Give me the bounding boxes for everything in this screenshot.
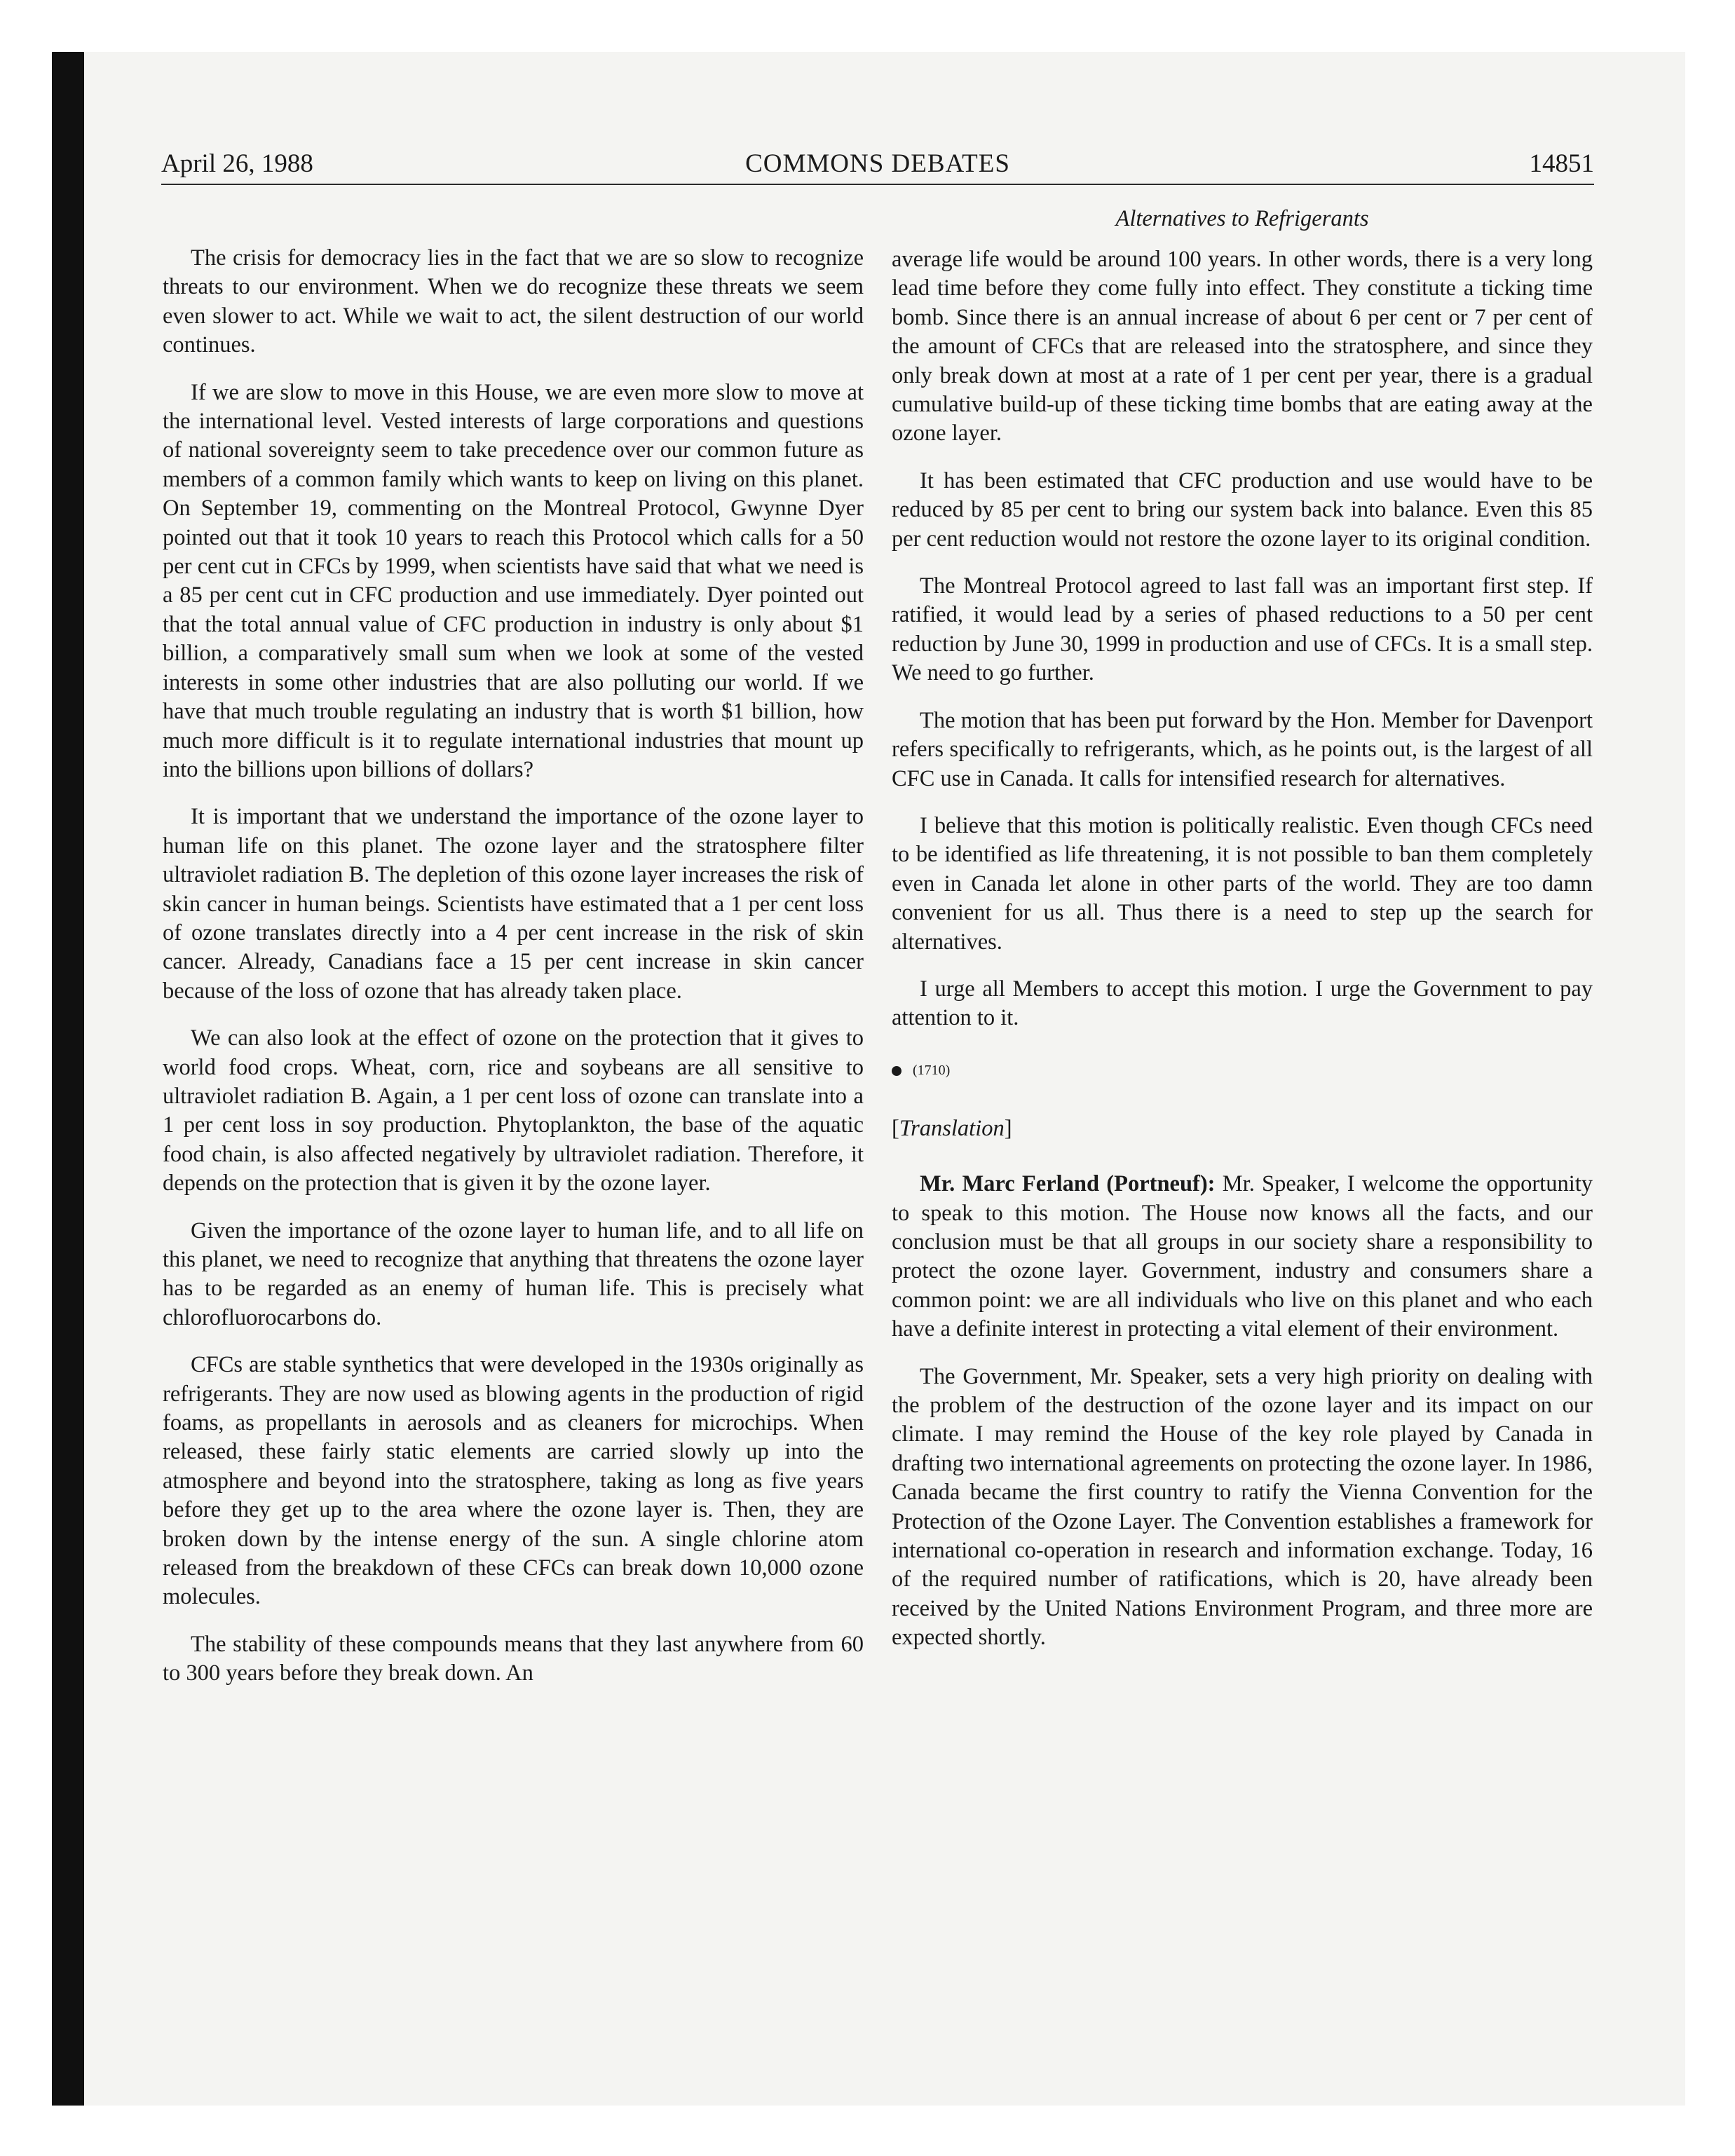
- paragraph: If we are slow to move in this House, we are even more slow to move at the international level. Vested interests of large corporations and questions of national sovereignty seem to take precedence over our common future as members of a common family which wants to keep on living on this planet. On September 19, commenting on the Montreal Protocol, Gwynne Dyer pointed out that it took 10 years to reach this Protocol which calls for a 50 per cent cut in CFCs by 1999, when scientists have said that what we need is a 85 per cent cut in CFC production and use immediately. Dyer pointed out that the total annual value of CFC production in industry is only about $1 billion, a comparatively small sum when we look at some of the vested interests in some other industries that are also polluting our world. If we have that much trouble regulating an industry that is worth $1 billion, how much more difficult is it to regulate international industries that mount up into the billions upon billions of dollars?: [163, 379, 864, 782]
- header-publication: COMMONS DEBATES: [745, 149, 1010, 178]
- time-marker-text: (1710): [913, 1062, 951, 1078]
- translation-note: [892, 1114, 1593, 1143]
- running-head: [161, 146, 1594, 182]
- paragraph: It has been estimated that CFC production and use would have to be reduced by 85 per cent to bring our system back into balance. Even this 85 per cent reduction would not restore the ozone layer to its original condition.: [892, 468, 1593, 552]
- right-column: [892, 203, 1593, 1671]
- paragraph: CFCs are stable synthetics that were developed in the 1930s originally as refrigerants. They are now used as blowing agents in the production of rigid foams, as propellants in aerosols and as cleaners for microchips. When released, these fairly static elements are carried slowly up into the atmosphere and beyond into the stratosphere, taking as long as five years before they get up to the area where the ozone layer is. Then, they are broken down by the intense energy of the sun. A single chlorine atom released from the breakdown of these CFCs can break down 10,000 ozone molecules.: [163, 1352, 864, 1610]
- bullet-dot-icon: [892, 1066, 901, 1076]
- translation-open-bracket: [: [892, 1115, 899, 1141]
- paragraph: It is important that we understand the importance of the ozone layer to human life on this planet. The ozone layer and the stratosphere filter ultraviolet radiation B. The depletion of this ozone layer increases the risk of skin cancer in human beings. Scientists have estimated that a 1 per cent loss of ozone translates directly into a 4 per cent increase in the risk of skin cancer. Already, Canadians face a 15 per cent increase in skin cancer because of the loss of ozone that has already taken place.: [163, 804, 864, 1004]
- speaker-name: Mr. Marc Ferland (Portneuf):: [920, 1171, 1216, 1197]
- header-rule: [161, 184, 1594, 185]
- continued-paragraph: average life would be around 100 years. In other words, there is a very long lead time before they come fully into effect. They constitute a ticking time bomb. Since there is an annual increase of about 6 per cent or 7 per cent of the amount of CFCs that are released into the stratosphere, and since they only break down at most at a rate of 1 per cent per year, there is a gradual cumulative build-up of these ticking time bombs that are eating away at the ozone layer.: [892, 247, 1593, 446]
- paragraph: The crisis for democracy lies in the fact that we are so slow to recognize threats to our environment. When we do recognize these threats we seem even slower to act. While we wait to act, the silent destruction of our world continues.: [163, 245, 864, 358]
- speech-text: Mr. Speaker, I welcome the opportunity to speak to this motion. The House now knows all the facts, and our conclusion must be that all groups in our society share a responsibility to protect the ozone layer. Government, industry and consumers share a common point: we are all individuals who live on this planet and who each have a definite interest in protecting a vital element of their environment.: [892, 1171, 1593, 1342]
- paragraph: The Montreal Protocol agreed to last fall was an important first step. If ratified, it would lead by a series of phased reductions to a 50 per cent reduction by June 30, 1999 in production and use of CFCs. It is a small step. We need to go further.: [892, 573, 1593, 686]
- translation-close-bracket: ]: [1004, 1115, 1012, 1141]
- paragraph: The Government, Mr. Speaker, sets a very high priority on dealing with the problem of the destruction of the ozone layer and its impact on our climate. I may remind the House of the key role played by Canada in drafting two international agreements on protecting the ozone layer. In 1986, Canada became the first country to ratify the Vienna Convention for the Protection of the Ozone Layer. The Convention establishes a framework for international co-operation in research and information exchange. Today, 16 of the required number of ratifications, which is 20, have already been received by the United Nations Environment Program, and three more are expected shortly.: [892, 1363, 1593, 1651]
- translation-label: Translation: [899, 1115, 1005, 1141]
- time-marker: [892, 1060, 1593, 1081]
- paragraph: Given the importance of the ozone layer to human life, and to all life on this planet, we need to recognize that anything that threatens the ozone layer has to be regarded as an enemy of human life. This is precisely what chlorofluorocarbons do.: [163, 1217, 864, 1330]
- section-heading: Alternatives to Refrigerants: [1115, 206, 1369, 231]
- paragraph: I believe that this motion is politically realistic. Even though CFCs need to be identified as life threatening, it is not possible to ban them completely even in Canada let alone in other parts of the world. They are too damn convenient for us all. Thus there is a need to step up the search for alternatives.: [892, 812, 1593, 955]
- speech-paragraph: [892, 1170, 1593, 1344]
- binding-edge: [52, 52, 84, 2106]
- paragraph: The stability of these compounds means that they last anywhere from 60 to 300 years before they break down. An: [163, 1631, 864, 1686]
- left-column: [163, 244, 864, 1707]
- paragraph: I urge all Members to accept this motion. I urge the Government to pay attention to it.: [892, 976, 1593, 1031]
- paragraph: The motion that has been put forward by the Hon. Member for Davenport refers specifically to refrigerants, which, as he points out, is the largest of all CFC use in Canada. It calls for intensified research for alternatives.: [892, 707, 1593, 791]
- paragraph: We can also look at the effect of ozone on the protection that it gives to world food crops. Wheat, corn, rice and soybeans are all sensitive to ultraviolet radiation B. Again, a 1 per cent loss of ozone can translate into a 1 per cent loss in soy production. Phytoplankton, the base of the aquatic food chain, is also affected negatively by ultraviolet radiation. Therefore, it depends on the protection that is given it by the ozone layer.: [163, 1025, 864, 1196]
- header-date: April 26, 1988: [161, 149, 313, 178]
- header-page-number: 14851: [1529, 149, 1594, 178]
